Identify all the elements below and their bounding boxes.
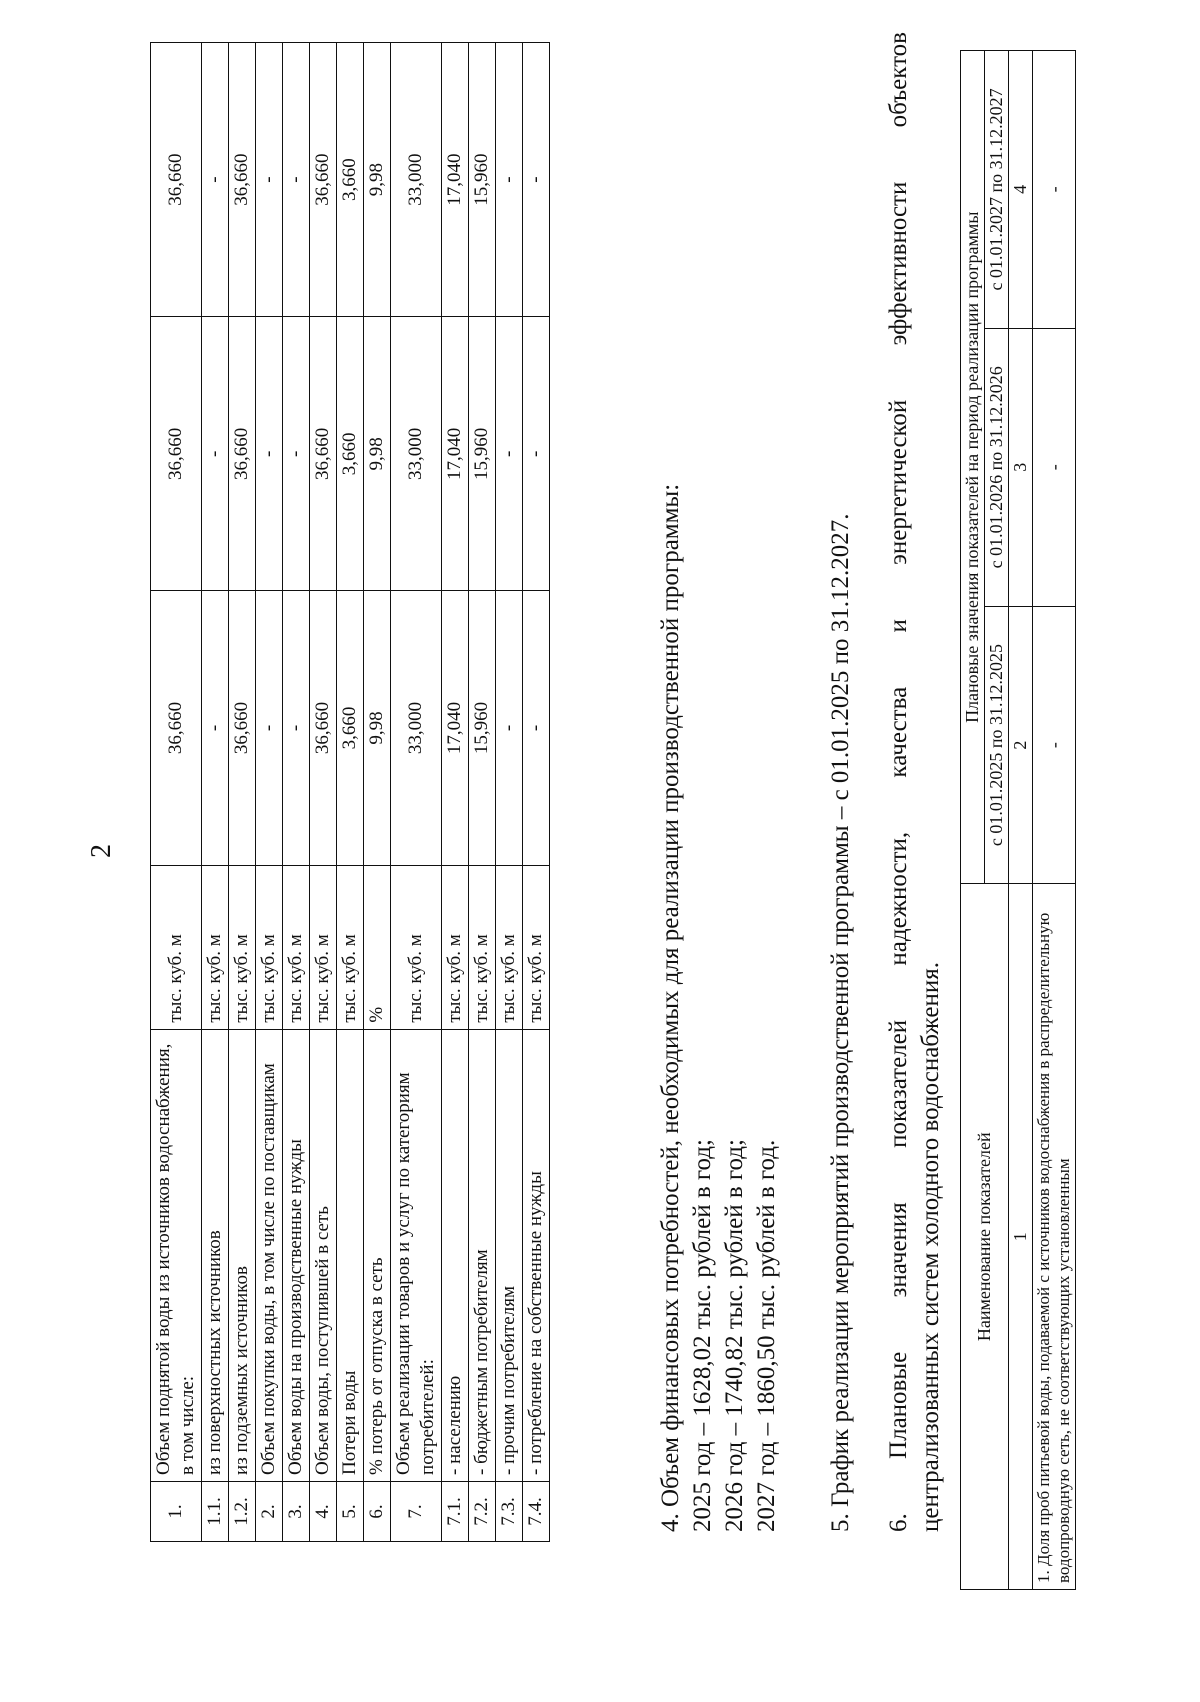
value-2025: 15,960 bbox=[469, 591, 496, 865]
production-program-table bbox=[150, 42, 550, 1542]
column-number: 3 bbox=[1009, 328, 1033, 606]
row-name: Потери воды bbox=[337, 1029, 364, 1481]
row-number: 5. bbox=[337, 1481, 364, 1541]
row-unit: тыс. куб. м bbox=[283, 865, 310, 1029]
row-number: 4. bbox=[310, 1481, 337, 1541]
table-row bbox=[283, 43, 310, 1542]
value-2026: 17,040 bbox=[442, 317, 469, 591]
value-2026: 36,660 bbox=[310, 317, 337, 591]
indicators-section-heading: 6. Плановые значения показателей надежности, качества и энергетической эффективности объектов bbox=[885, 32, 912, 1532]
value-2026: - bbox=[523, 317, 550, 591]
value-2027: - bbox=[202, 43, 229, 317]
indicators-section-heading-cont: централизованных систем холодного водоснабжения. bbox=[917, 962, 944, 1532]
value-2025: 36,660 bbox=[229, 591, 256, 865]
row-unit: тыс. куб. м bbox=[496, 865, 523, 1029]
financial-line-2027: 2027 год – 1860,50 тыс. рублей в год. bbox=[753, 1139, 780, 1532]
value-2025: - bbox=[283, 591, 310, 865]
row-number: 7. bbox=[391, 1481, 442, 1541]
financial-needs-section bbox=[655, 32, 783, 1532]
table-header-row bbox=[961, 51, 985, 1590]
indicator-value-2026: - bbox=[1033, 328, 1076, 606]
row-number: 7.4. bbox=[523, 1481, 550, 1541]
quality-indicators-table bbox=[960, 50, 1076, 1590]
row-number: 1.2. bbox=[229, 1481, 256, 1541]
indicator-value-2027: - bbox=[1033, 51, 1076, 329]
value-2025: 36,660 bbox=[310, 591, 337, 865]
row-number: 3. bbox=[283, 1481, 310, 1541]
value-2025: 33,000 bbox=[391, 591, 442, 865]
table-row bbox=[202, 43, 229, 1542]
row-name: % потерь от отпуска в сеть bbox=[364, 1029, 391, 1481]
financial-line-2025: 2025 год – 1628,02 тыс. рублей в год; bbox=[689, 1139, 716, 1532]
table-row bbox=[337, 43, 364, 1542]
row-number: 2. bbox=[256, 1481, 283, 1541]
value-2026: 36,660 bbox=[229, 317, 256, 591]
row-unit: тыс. куб. м bbox=[469, 865, 496, 1029]
value-2026: - bbox=[496, 317, 523, 591]
value-2027: 9,98 bbox=[364, 43, 391, 317]
value-2027: - bbox=[256, 43, 283, 317]
value-2027: 36,660 bbox=[229, 43, 256, 317]
value-2025: - bbox=[202, 591, 229, 865]
row-number: 7.3. bbox=[496, 1481, 523, 1541]
row-number: 7.2. bbox=[469, 1481, 496, 1541]
value-2026: 36,660 bbox=[151, 317, 202, 591]
header-period-2027: с 01.01.2027 по 31.12.2027 bbox=[985, 51, 1009, 329]
financial-line-2026: 2026 год – 1740,82 тыс. рублей в год; bbox=[721, 1139, 748, 1532]
column-number-row bbox=[1009, 51, 1033, 1590]
row-name: Объем покупки воды, в том числе по поставщикам bbox=[256, 1029, 283, 1481]
row-name: Объем воды на производственные нужды bbox=[283, 1029, 310, 1481]
value-2026: - bbox=[202, 317, 229, 591]
row-unit: тыс. куб. м bbox=[523, 865, 550, 1029]
production-table-body bbox=[151, 43, 550, 1542]
value-2026: 33,000 bbox=[391, 317, 442, 591]
value-2027: - bbox=[283, 43, 310, 317]
row-name: Объем воды, поступившей в сеть bbox=[310, 1029, 337, 1481]
page-number: 2 bbox=[86, 844, 117, 858]
header-indicator-name: Наименование показателей bbox=[961, 884, 1009, 1590]
row-unit: тыс. куб. м bbox=[337, 865, 364, 1029]
value-2025: 3,660 bbox=[337, 591, 364, 865]
row-name: Объем реализации товаров и услуг по категориям потребителей: bbox=[391, 1029, 442, 1481]
row-unit: тыс. куб. м bbox=[442, 865, 469, 1029]
table-row bbox=[310, 43, 337, 1542]
value-2026: 15,960 bbox=[469, 317, 496, 591]
value-2025: 9,98 bbox=[364, 591, 391, 865]
table-row bbox=[442, 43, 469, 1542]
table-row bbox=[364, 43, 391, 1542]
header-period-2026: с 01.01.2026 по 31.12.2026 bbox=[985, 328, 1009, 606]
column-number: 4 bbox=[1009, 51, 1033, 329]
table-row bbox=[391, 43, 442, 1542]
value-2027: 36,660 bbox=[310, 43, 337, 317]
row-name: из подземных источников bbox=[229, 1029, 256, 1481]
header-plan-values: Плановые значения показателей на период реализации программы bbox=[961, 51, 985, 885]
row-unit: тыс. куб. м bbox=[310, 865, 337, 1029]
value-2027: 17,040 bbox=[442, 43, 469, 317]
row-unit: тыс. куб. м bbox=[256, 865, 283, 1029]
table-row bbox=[151, 43, 202, 1542]
row-number: 1.1. bbox=[202, 1481, 229, 1541]
header-period-2025: с 01.01.2025 по 31.12.2025 bbox=[985, 606, 1009, 884]
row-name: - населению bbox=[442, 1029, 469, 1481]
row-number: 1. bbox=[151, 1481, 202, 1541]
value-2027: 15,960 bbox=[469, 43, 496, 317]
row-unit: % bbox=[364, 865, 391, 1029]
column-number: 2 bbox=[1009, 606, 1033, 884]
table-row bbox=[256, 43, 283, 1542]
value-2025: - bbox=[496, 591, 523, 865]
value-2025: 17,040 bbox=[442, 591, 469, 865]
value-2027: - bbox=[496, 43, 523, 317]
table-row bbox=[469, 43, 496, 1542]
value-2026: 9,98 bbox=[364, 317, 391, 591]
value-2026: 3,660 bbox=[337, 317, 364, 591]
row-unit: тыс. куб. м bbox=[391, 865, 442, 1029]
value-2025: - bbox=[523, 591, 550, 865]
value-2026: - bbox=[256, 317, 283, 591]
indicator-value-2025: - bbox=[1033, 606, 1076, 884]
row-name: - потребление на собственные нужды bbox=[523, 1029, 550, 1481]
table-row bbox=[229, 43, 256, 1542]
row-name: Объем поднятой воды из источников водоснабжения, в том числе: bbox=[151, 1029, 202, 1481]
table-row bbox=[496, 43, 523, 1542]
value-2027: 33,000 bbox=[391, 43, 442, 317]
row-name: из поверхностных источников bbox=[202, 1029, 229, 1481]
row-unit: тыс. куб. м bbox=[202, 865, 229, 1029]
row-number: 6. bbox=[364, 1481, 391, 1541]
value-2027: - bbox=[523, 43, 550, 317]
value-2025: - bbox=[256, 591, 283, 865]
column-number: 1 bbox=[1009, 884, 1033, 1590]
value-2026: - bbox=[283, 317, 310, 591]
row-name: - бюджетным потребителям bbox=[469, 1029, 496, 1481]
value-2027: 3,660 bbox=[337, 43, 364, 317]
row-number: 7.1. bbox=[442, 1481, 469, 1541]
row-unit: тыс. куб. м bbox=[151, 865, 202, 1029]
row-unit: тыс. куб. м bbox=[229, 865, 256, 1029]
schedule-section: 5. График реализации мероприятий производственной программы – с 01.01.2025 по 31.12.2027. bbox=[827, 513, 854, 1532]
financial-needs-heading: 4. Объем финансовых потребностей, необходимых для реализации производственной программы: bbox=[657, 483, 684, 1532]
table-row bbox=[1033, 51, 1076, 1590]
row-name: - прочим потребителям bbox=[496, 1029, 523, 1481]
value-2025: 36,660 bbox=[151, 591, 202, 865]
indicator-name: 1. Доля проб питьевой воды, подаваемой с источников водоснабжения в распределительную водопроводную сеть, не соответствующих установленным bbox=[1033, 884, 1076, 1590]
table-row bbox=[523, 43, 550, 1542]
value-2027: 36,660 bbox=[151, 43, 202, 317]
